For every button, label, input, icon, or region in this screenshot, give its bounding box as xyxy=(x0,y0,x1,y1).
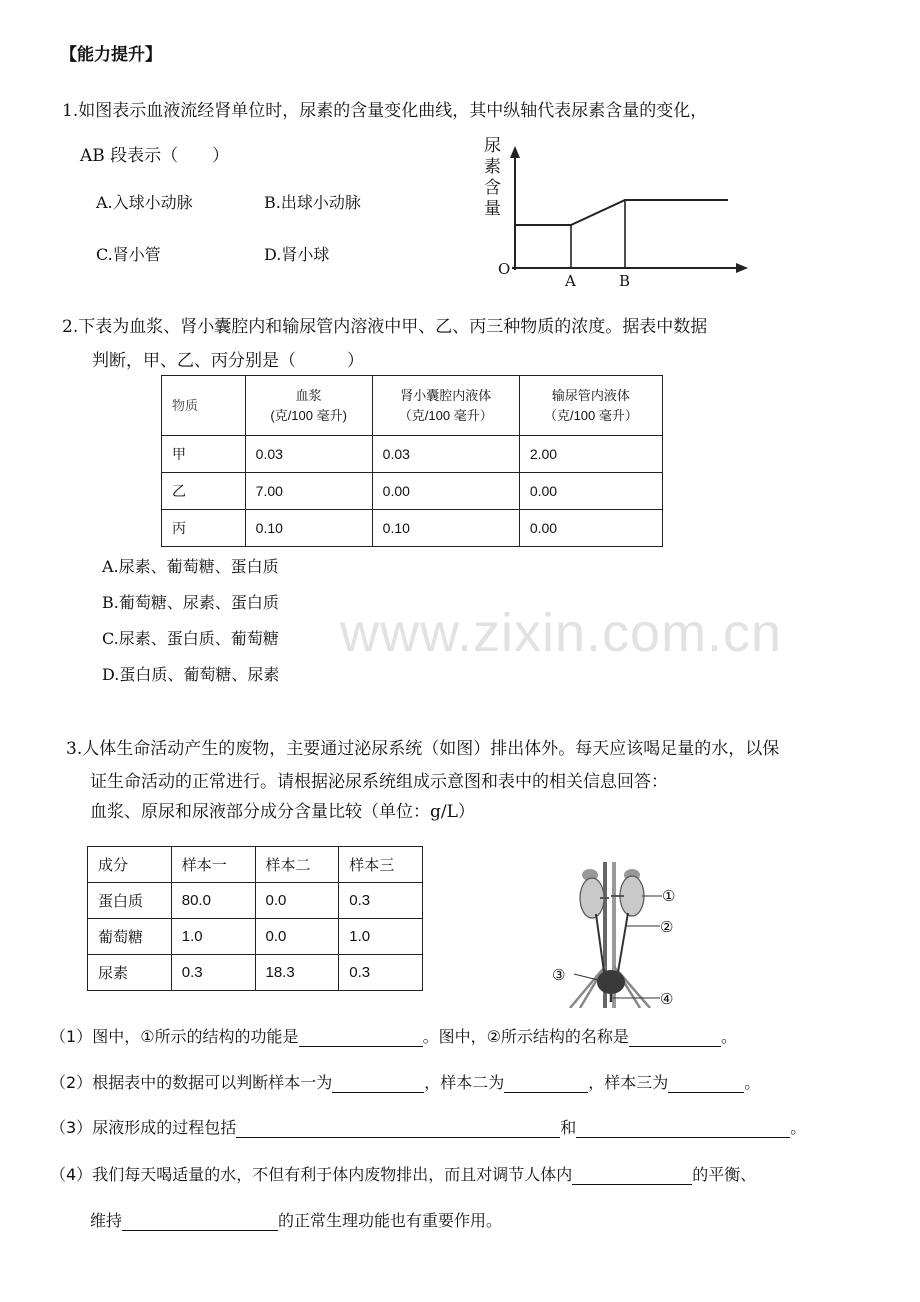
q1-stem-line2: AB 段表示（ ） xyxy=(80,146,230,166)
sub4-text-a: 我们每天喝适量的水，不但有利于体内废物排出，而且对调节人体内 xyxy=(92,1165,573,1184)
answer-blank-balance[interactable] xyxy=(572,1166,692,1185)
cell: 丙 xyxy=(162,510,246,547)
cell: 1.0 xyxy=(171,919,255,955)
cell: 葡萄糖 xyxy=(88,919,172,955)
q3-sub2 xyxy=(50,1070,760,1093)
sub1-text-a: 图中， xyxy=(92,1027,141,1046)
answer-blank-physiology[interactable] xyxy=(122,1212,278,1231)
table-header-row xyxy=(162,376,663,436)
q3-sample-table xyxy=(87,846,423,991)
cell: 80.0 xyxy=(171,883,255,919)
sub3-number: （3） xyxy=(50,1118,93,1137)
q2-option-b[interactable]: B.葡萄糖、尿素、蛋白质 xyxy=(102,593,279,612)
section-title: 【能力提升】 xyxy=(60,45,162,65)
q3-table-caption: 血浆、原尿和尿液部分成分含量比较（单位：g/L） xyxy=(90,802,475,822)
sub2-end: 。 xyxy=(744,1073,761,1092)
cell: 2.00 xyxy=(519,436,662,473)
sub4-number: （4） xyxy=(50,1165,93,1184)
sub4-text-d: 的正常生理功能也有重要作用。 xyxy=(278,1211,503,1230)
q1-stem-line1: 1.如图表示血液流经肾单位时，尿素的含量变化曲线，其中纵轴代表尿素含量的变化， xyxy=(62,101,708,121)
q3-stem-line1: 3.人体生命活动产生的废物，主要通过泌尿系统（如图）排出体外。每天应该喝足量的水，以保 xyxy=(66,739,780,759)
urea-curve-svg xyxy=(478,132,750,300)
cell: 0.00 xyxy=(372,473,519,510)
header-sample-1: 样本一 xyxy=(171,847,255,883)
q1-option-a[interactable]: A.入球小动脉 xyxy=(96,193,193,212)
q2-stem-line1: 2.下表为血浆、肾小囊腔内和输尿管内溶液中甲、乙、丙三种物质的浓度。据表中数据 xyxy=(62,317,708,337)
answer-blank-process-1[interactable] xyxy=(236,1119,560,1138)
cell: 0.3 xyxy=(339,955,423,991)
cell: 0.03 xyxy=(245,436,372,473)
sub3-end: 。 xyxy=(790,1118,807,1137)
q3-stem-line2: 证生命活动的正常进行。请根据泌尿系统组成示意图和表中的相关信息回答： xyxy=(90,772,668,792)
cell: 0.10 xyxy=(245,510,372,547)
circle-1-label: ① xyxy=(140,1027,155,1046)
header-ureter-name: 输尿管内液体 xyxy=(551,387,630,403)
urea-curve-graph xyxy=(478,132,750,300)
bladder xyxy=(597,970,625,994)
header-ureter-unit: （克/100 毫升） xyxy=(543,407,638,423)
urinary-system-figure xyxy=(540,858,690,1008)
x-axis-arrow xyxy=(736,263,748,273)
urea-curve-line xyxy=(515,200,728,225)
q1-option-d[interactable]: D.肾小球 xyxy=(264,245,330,264)
sub4-text-c: 维持 xyxy=(90,1211,123,1230)
figure-label-1: ① xyxy=(662,887,676,905)
table-row xyxy=(162,473,663,510)
q2-stem-line2: 判断，甲、乙、丙分别是（ ） xyxy=(92,351,364,371)
table-row xyxy=(162,436,663,473)
y-axis-arrow xyxy=(510,146,520,158)
figure-label-3: ③ xyxy=(552,966,566,984)
watermark: www.zixin.com.cn xyxy=(340,603,783,663)
answer-blank-structure-name[interactable] xyxy=(629,1028,721,1047)
sub1-text-d: 所示结构的名称是 xyxy=(500,1027,629,1046)
cell: 0.00 xyxy=(519,510,662,547)
graph-origin-label: O xyxy=(498,260,511,278)
leader-3 xyxy=(574,974,598,980)
q3-sub4-line1 xyxy=(50,1162,756,1185)
cell: 0.3 xyxy=(339,883,423,919)
q1-option-c[interactable]: C.肾小管 xyxy=(96,245,161,264)
q3-sub1 xyxy=(50,1024,737,1047)
sub1-text-b: 所示的结构的功能是 xyxy=(154,1027,299,1046)
answer-blank-sample-1[interactable] xyxy=(332,1074,424,1093)
graph-y-label: 尿素含量 xyxy=(484,136,501,219)
header-ureter xyxy=(519,376,662,436)
figure-label-4: ④ xyxy=(660,990,674,1008)
figure-label-2: ② xyxy=(660,918,674,936)
table-row xyxy=(88,919,423,955)
table-row xyxy=(88,883,423,919)
graph-point-b-label: B xyxy=(619,272,631,290)
cell: 1.0 xyxy=(339,919,423,955)
answer-blank-sample-2[interactable] xyxy=(504,1074,588,1093)
answer-blank-function[interactable] xyxy=(299,1028,423,1047)
cell: 甲 xyxy=(162,436,246,473)
q2-option-c[interactable]: C.尿素、蛋白质、葡萄糖 xyxy=(102,629,279,648)
header-plasma-name: 血浆 xyxy=(295,387,322,403)
header-capsule-name: 肾小囊腔内液体 xyxy=(400,387,492,403)
table-header-row xyxy=(88,847,423,883)
cell: 0.3 xyxy=(171,955,255,991)
q3-sub3 xyxy=(50,1115,806,1138)
q2-concentration-table xyxy=(161,375,663,547)
table-row xyxy=(162,510,663,547)
header-plasma-unit: (克/100 毫升) xyxy=(270,407,347,423)
sub2-text-a: 根据表中的数据可以判断样本一为 xyxy=(92,1073,333,1092)
circle-2-label: ② xyxy=(486,1027,501,1046)
table-row xyxy=(88,955,423,991)
q2-option-d[interactable]: D.蛋白质、葡萄糖、尿素 xyxy=(102,665,280,684)
cell: 0.0 xyxy=(255,883,339,919)
sub2-text-b: ，样本二为 xyxy=(424,1073,505,1092)
header-capsule-unit: （克/100 毫升） xyxy=(398,407,493,423)
q1-option-b[interactable]: B.出球小动脉 xyxy=(264,193,361,212)
cell: 尿素 xyxy=(88,955,172,991)
cell: 0.00 xyxy=(519,473,662,510)
graph-point-a-label: A xyxy=(565,272,576,290)
answer-blank-sample-3[interactable] xyxy=(668,1074,744,1093)
header-sample-2: 样本二 xyxy=(255,847,339,883)
cell: 0.03 xyxy=(372,436,519,473)
cell: 乙 xyxy=(162,473,246,510)
sub2-text-c: ，样本三为 xyxy=(588,1073,669,1092)
cell: 蛋白质 xyxy=(88,883,172,919)
header-plasma xyxy=(245,376,372,436)
right-ureter xyxy=(618,913,628,972)
left-ureter xyxy=(596,914,604,972)
cell: 7.00 xyxy=(245,473,372,510)
header-substance: 物质 xyxy=(162,376,246,436)
sub2-number: （2） xyxy=(50,1073,93,1092)
sub3-text-b: 和 xyxy=(560,1118,577,1137)
cell: 0.10 xyxy=(372,510,519,547)
answer-blank-process-2[interactable] xyxy=(576,1119,790,1138)
header-sample-3: 样本三 xyxy=(339,847,423,883)
sub1-text-c: 。图中， xyxy=(422,1027,487,1046)
sub4-text-b: 的平衡、 xyxy=(692,1165,757,1184)
cell: 18.3 xyxy=(255,955,339,991)
header-capsule xyxy=(372,376,519,436)
q2-option-a[interactable]: A.尿素、葡萄糖、蛋白质 xyxy=(102,557,279,576)
sub3-text-a: 尿液形成的过程包括 xyxy=(92,1118,237,1137)
q3-sub4-line2 xyxy=(90,1208,502,1231)
sub1-end: 。 xyxy=(720,1027,737,1046)
header-component: 成分 xyxy=(88,847,172,883)
sub1-number: （1） xyxy=(50,1027,93,1046)
cell: 0.0 xyxy=(255,919,339,955)
